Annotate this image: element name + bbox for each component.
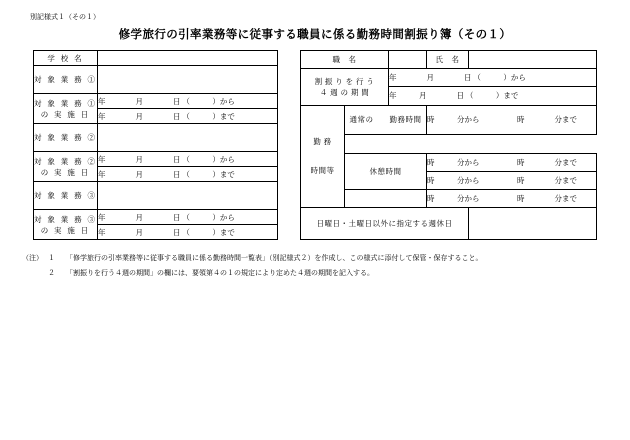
period-label: [301, 69, 389, 105]
break-time-2[interactable]: 時 分から 時 分まで: [427, 172, 597, 190]
normal-work-hours-label: 通常の 勤務時間: [345, 105, 427, 134]
break-time-1[interactable]: 時 分から 時 分まで: [427, 153, 597, 171]
target-work-1-value[interactable]: [98, 66, 278, 94]
note-text: 「修学旅行の引率業務等に従事する職員に係る勤務時間一覧表」（別記様式２）を作成し、この様式に添付して保管・保存すること。: [66, 254, 483, 262]
target-work-2-date-from[interactable]: 年 月 日 （ ）から: [98, 152, 278, 167]
note-item: [22, 267, 608, 280]
target-work-3-date-to[interactable]: 年 月 日 （ ）まで: [98, 225, 278, 240]
work-hours-group-label: [301, 105, 345, 208]
notes-marker-spacer: [22, 267, 48, 280]
target-work-2-label: 対 象 業 務 ②: [34, 124, 98, 152]
table-row: [34, 210, 278, 225]
notes-section: [22, 252, 608, 280]
table-row-holiday: [301, 208, 597, 240]
target-work-2-date-to[interactable]: 年 月 日 （ ）まで: [98, 167, 278, 182]
person-name-label: 氏 名: [427, 51, 469, 69]
table-row: [34, 124, 278, 152]
table-row-job-name: [301, 51, 597, 69]
job-title-value[interactable]: [389, 51, 427, 69]
work-hours-label-line-2: 時間等: [310, 166, 335, 176]
note-number: １: [48, 254, 55, 262]
target-work-1-label: 対 象 業 務 ①: [34, 66, 98, 94]
table-row: [301, 190, 597, 208]
form-number: 別記様式１（その１）: [30, 13, 100, 21]
target-work-2-value[interactable]: [98, 124, 278, 152]
table-row: [301, 134, 597, 153]
table-row-school-name: [34, 51, 278, 66]
period-label-line-1: 割 振 り を 行 う: [314, 76, 375, 86]
break-time-3[interactable]: 時 分から 時 分まで: [427, 190, 597, 208]
school-name-label: 学 校 名: [34, 51, 98, 66]
job-title-label: 職 名: [301, 51, 389, 69]
break-time-label: 休憩時間: [345, 153, 427, 189]
note-text: 「割振りを行う４週の期間」の欄には、要領第４の１の規定により定めた４週の期間を記入する。: [66, 269, 374, 277]
table-row: [34, 152, 278, 167]
normal-work-hours-value[interactable]: 時 分から 時 分まで: [427, 105, 597, 134]
target-work-1-date-from[interactable]: 年 月 日 （ ）から: [98, 94, 278, 109]
label-line-1: 対 象 業 務 ②: [34, 156, 97, 166]
target-work-2-date-label: [34, 152, 98, 182]
right-form-table: [300, 50, 597, 240]
target-work-3-date-label: [34, 210, 98, 240]
table-row: [34, 94, 278, 109]
note-item: [22, 252, 608, 265]
form-tables: [22, 50, 608, 240]
table-row: [301, 153, 597, 171]
period-from[interactable]: 年 月 日 （ ）から: [389, 69, 597, 87]
work-hours-label-line-1: 勤 務: [313, 137, 332, 147]
page-title: 修学旅行の引率業務等に従事する職員に係る勤務時間割振り簿（その１）: [118, 29, 512, 41]
period-to[interactable]: 年 月 日 （ ）まで: [389, 87, 597, 105]
designated-holiday-value[interactable]: [469, 208, 597, 240]
left-form-table: [33, 50, 278, 240]
designated-holiday-label: 日曜日・土曜日以外に指定する週休日: [301, 208, 469, 240]
note-number: ２: [48, 269, 55, 277]
period-label-line-2: ４ 週 の 期 間: [319, 87, 370, 97]
person-name-value[interactable]: [469, 51, 597, 69]
label-line-1: 対 象 業 務 ③: [34, 214, 97, 224]
target-work-3-label: 対 象 業 務 ③: [34, 182, 98, 210]
label-line-2: の 実 施 日: [40, 225, 91, 235]
school-name-value[interactable]: [98, 51, 278, 66]
table-row: [301, 105, 597, 134]
table-row: [34, 66, 278, 94]
target-work-3-value[interactable]: [98, 182, 278, 210]
notes-marker: （注）: [22, 254, 43, 262]
label-line-1: 対 象 業 務 ①: [34, 98, 97, 108]
label-line-2: の 実 施 日: [40, 109, 91, 119]
target-work-1-date-label: [34, 94, 98, 124]
label-line-2: の 実 施 日: [40, 167, 91, 177]
target-work-3-date-from[interactable]: 年 月 日 （ ）から: [98, 210, 278, 225]
target-work-1-date-to[interactable]: 年 月 日 （ ）まで: [98, 109, 278, 124]
table-row: [34, 182, 278, 210]
table-row: [301, 69, 597, 87]
